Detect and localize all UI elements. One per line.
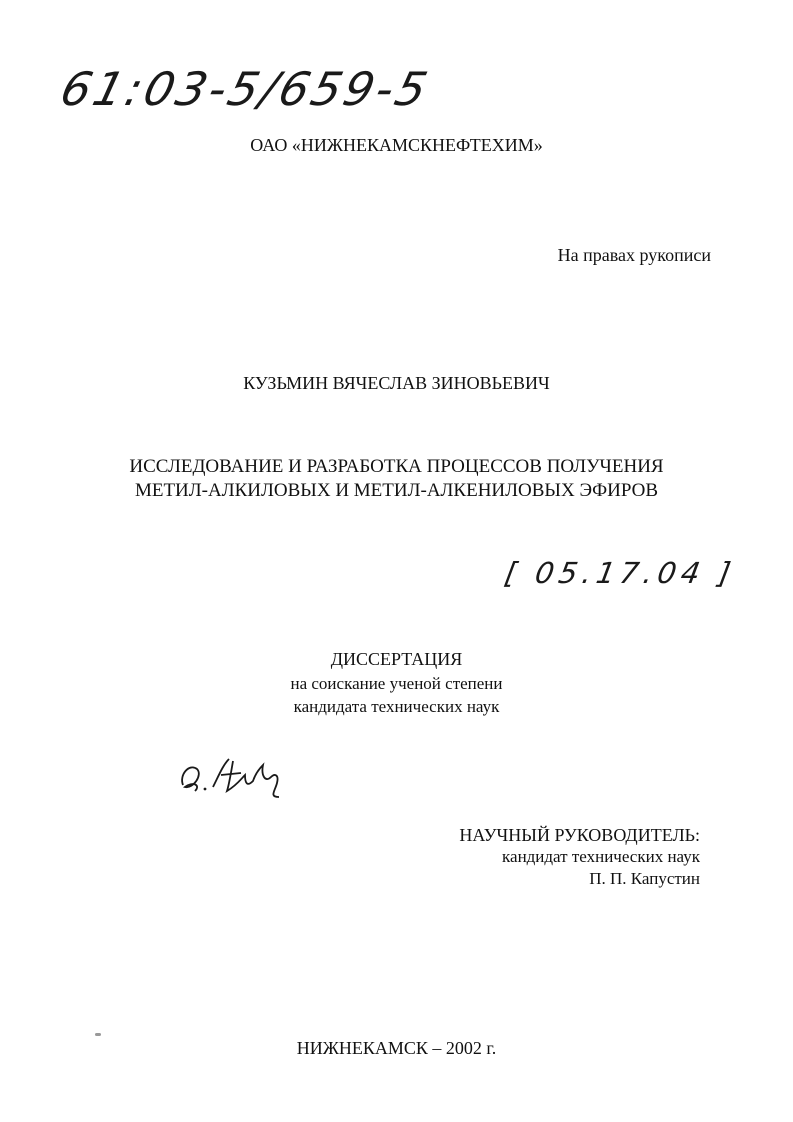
author-name: КУЗЬМИН ВЯЧЕСЛАВ ЗИНОВЬЕВИЧ bbox=[243, 373, 550, 393]
dissertation-label: ДИССЕРТАЦИЯ bbox=[330, 649, 463, 669]
supervisor-degree: кандидат технических наук bbox=[502, 847, 700, 866]
handwritten-signature bbox=[175, 745, 295, 805]
rights-note: На правах рукописи bbox=[557, 245, 711, 265]
handwritten-archive-number: 61:03-5/659-5 bbox=[55, 62, 436, 116]
city-year: НИЖНЕКАМСК – 2002 г. bbox=[296, 1038, 497, 1058]
scan-speck bbox=[95, 1033, 101, 1036]
dissertation-title bbox=[0, 455, 793, 503]
supervisor-name: П. П. Капустин bbox=[589, 869, 700, 888]
organization-name: ОАО «НИЖНЕКАМСКНЕФТЕХИМ» bbox=[250, 135, 543, 155]
supervisor-label: НАУЧНЫЙ РУКОВОДИТЕЛЬ: bbox=[459, 825, 700, 845]
handwritten-specialty-code: [ 05.17.04 ] bbox=[502, 556, 739, 590]
title-line-2: МЕТИЛ-АЛКИЛОВЫХ И МЕТИЛ-АЛКЕНИЛОВЫХ ЭФИРОВ bbox=[134, 480, 659, 501]
title-line-1: ИССЛЕДОВАНИЕ И РАЗРАБОТКА ПРОЦЕССОВ ПОЛУЧЕНИЯ bbox=[129, 456, 664, 477]
dissertation-purpose: на соискание ученой степени bbox=[290, 674, 503, 693]
dissertation-degree: кандидата технических наук bbox=[293, 697, 500, 716]
